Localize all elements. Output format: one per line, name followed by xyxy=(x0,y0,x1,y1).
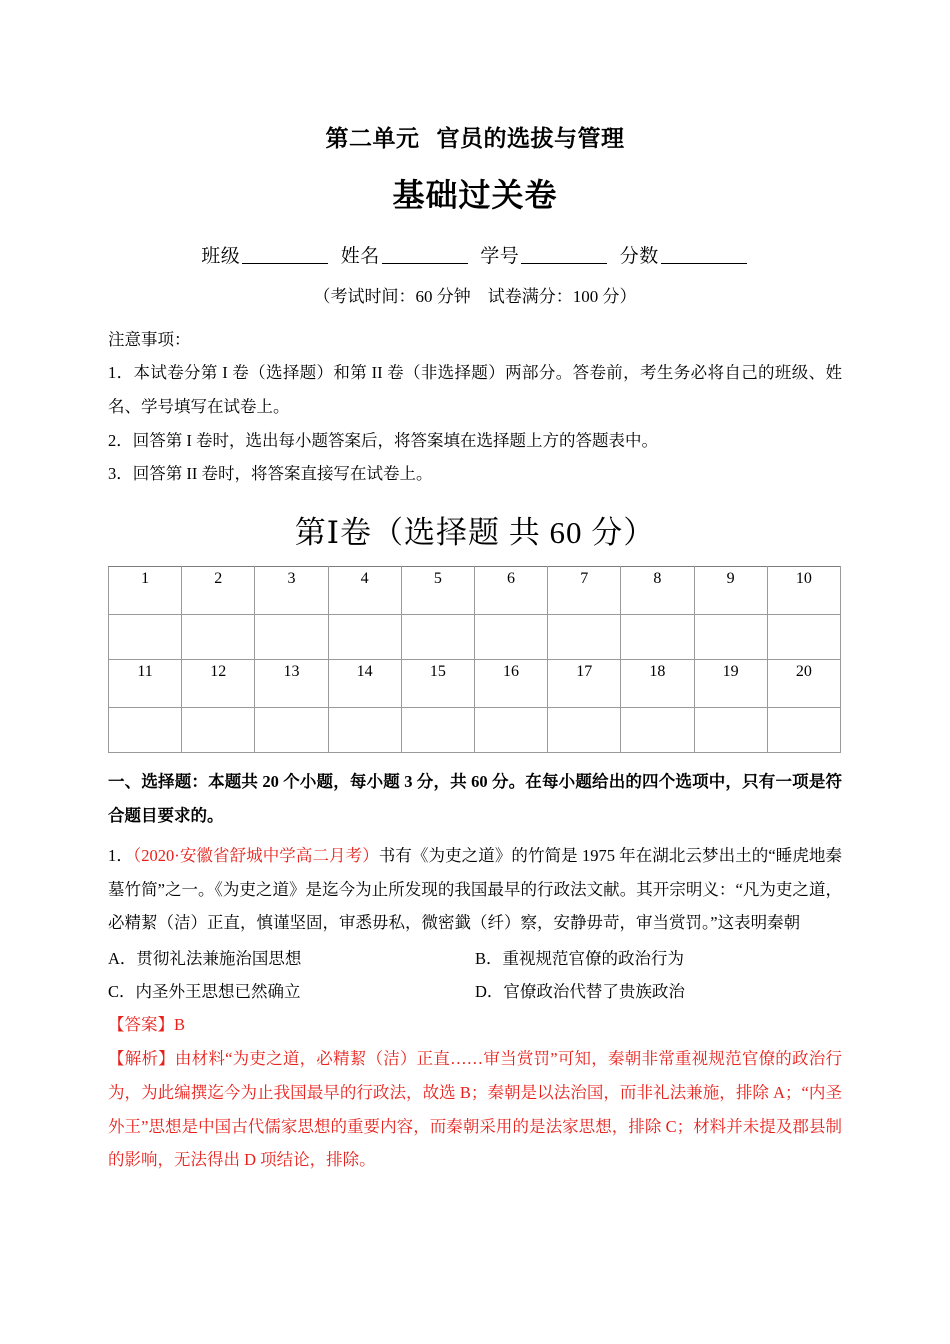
answer-cell[interactable] xyxy=(401,615,474,660)
option-b[interactable]: B．重视规范官僚的政治行为 xyxy=(475,949,685,969)
table-cell: 19 xyxy=(694,660,767,708)
page-content xyxy=(108,0,842,1177)
table-cell: 3 xyxy=(255,567,328,615)
answer-cell[interactable] xyxy=(621,708,694,753)
table-cell: 6 xyxy=(474,567,547,615)
question-1-answer: 【答案】B xyxy=(108,1015,186,1035)
student-id-blank[interactable] xyxy=(521,246,607,264)
note-item: 2．回答第 I 卷时，选出每小题答案后，将答案填在选择题上方的答题表中。 xyxy=(108,430,658,450)
answer-sheet-table xyxy=(108,566,841,753)
table-cell: 8 xyxy=(621,567,694,615)
name-label: 姓名 xyxy=(340,245,380,267)
answer-cell[interactable] xyxy=(621,615,694,660)
score-blank[interactable] xyxy=(661,246,747,264)
option-c[interactable]: C．内圣外王思想已然确立 xyxy=(108,982,301,1002)
table-cell: 2 xyxy=(182,567,255,615)
question-1-analysis: 【解析】由材料“为吏之道，必精絜（洁）正直……审当赏罚”可知，秦朝非常重视规范官僚的政治行为，为此编撰迄今为止我国最早的行政法，故选 B；秦朝是以法治国，而非礼法兼施，排除 A；“内圣外王”思想是中国古代儒家思想的重要内容，而秦朝采用的是法家思想，排除 C；材料并未提及郡县制的影响，无法得出 D 项结论，排除。 xyxy=(108,1049,842,1170)
table-row xyxy=(109,567,841,615)
table-cell: 11 xyxy=(109,660,182,708)
name-blank[interactable] xyxy=(382,246,468,264)
option-a[interactable]: A．贯彻礼法兼施治国思想 xyxy=(108,949,302,969)
option-row xyxy=(108,975,842,1008)
table-cell: 5 xyxy=(401,567,474,615)
section-heading-choice: 一、选择题：本题共 20 个小题，每小题 3 分，共 60 分。在每小题给出的四个选项中，只有一项是符合题目要求的。 xyxy=(108,772,842,825)
answer-cell[interactable] xyxy=(401,708,474,753)
option-d[interactable]: D．官僚政治代替了贵族政治 xyxy=(475,982,685,1002)
answer-cell[interactable] xyxy=(474,615,547,660)
table-cell: 1 xyxy=(109,567,182,615)
table-cell: 10 xyxy=(767,567,840,615)
question-1-stem: 书有《为吏之道》的竹简是 1975 年在湖北云梦出土的“睡虎地秦墓竹简”之一。《为吏之道》是迄今为止所发现的我国最早的行政法文献。其开宗明义：“凡为吏之道，必精絜（洁）正直，慎谨坚固，审悉毋私，微密韱（纤）察，安静毋苛，审当赏罚。”这表明秦朝 xyxy=(108,845,843,933)
answer-cell[interactable] xyxy=(328,615,401,660)
answer-cell[interactable] xyxy=(255,708,328,753)
note-item: 3．回答第 II 卷时，将答案直接写在试卷上。 xyxy=(108,464,433,484)
table-cell: 4 xyxy=(328,567,401,615)
notes-heading: 注意事项： xyxy=(108,329,191,349)
table-cell: 9 xyxy=(694,567,767,615)
table-cell: 14 xyxy=(328,660,401,708)
class-blank[interactable] xyxy=(242,246,328,264)
question-1 xyxy=(108,839,842,1178)
table-cell: 12 xyxy=(182,660,255,708)
answer-cell[interactable] xyxy=(548,615,621,660)
table-row xyxy=(109,615,841,660)
answer-cell[interactable] xyxy=(182,708,255,753)
table-cell: 16 xyxy=(474,660,547,708)
part-one-heading: 第Ⅰ卷（选择题 共 60 分） xyxy=(294,515,656,551)
table-cell: 17 xyxy=(548,660,621,708)
class-label: 班级 xyxy=(201,245,241,267)
answer-cell[interactable] xyxy=(694,708,767,753)
exam-meta: （考试时间：60 分钟 试卷满分：100 分） xyxy=(313,286,637,306)
answer-cell[interactable] xyxy=(548,708,621,753)
table-cell: 18 xyxy=(621,660,694,708)
answer-cell[interactable] xyxy=(767,708,840,753)
table-row xyxy=(109,708,841,753)
student-info-line xyxy=(108,241,842,268)
table-cell: 13 xyxy=(255,660,328,708)
question-1-text xyxy=(108,839,842,940)
answer-cell[interactable] xyxy=(255,615,328,660)
answer-cell[interactable] xyxy=(328,708,401,753)
page-subtitle: 基础过关卷 xyxy=(392,175,558,214)
answer-cell[interactable] xyxy=(182,615,255,660)
table-cell: 15 xyxy=(401,660,474,708)
answer-cell[interactable] xyxy=(109,615,182,660)
page-title: 第二单元 官员的选拔与管理 xyxy=(325,126,625,152)
question-1-number: 1． xyxy=(108,845,133,865)
answer-cell[interactable] xyxy=(474,708,547,753)
answer-cell[interactable] xyxy=(694,615,767,660)
question-1-options xyxy=(108,942,842,1008)
table-cell: 20 xyxy=(767,660,840,708)
answer-cell[interactable] xyxy=(109,708,182,753)
option-row xyxy=(108,942,842,975)
question-1-source: （2020·安徽省舒城中学高二月考） xyxy=(132,845,379,865)
notes-section xyxy=(108,323,842,491)
student-id-label: 学号 xyxy=(480,245,520,267)
table-row xyxy=(109,660,841,708)
score-label: 分数 xyxy=(619,245,659,267)
table-cell: 7 xyxy=(548,567,621,615)
answer-cell[interactable] xyxy=(767,615,840,660)
note-item: 1．本试卷分第 I 卷（选择题）和第 II 卷（非选择题）两部分。答卷前，考生务必将自己的班级、姓名、学号填写在试卷上。 xyxy=(108,362,842,416)
